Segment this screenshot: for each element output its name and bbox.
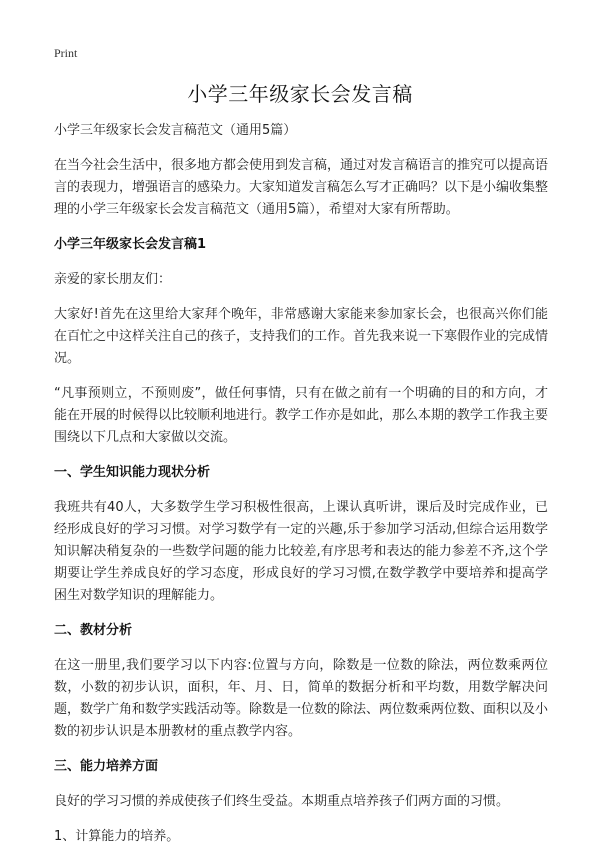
paragraph-5: 良好的学习习惯的养成使孩子们终生受益。本期重点培养孩子们两方面的习惯。 [54,794,510,809]
greeting: 亲爱的家长朋友们： [54,272,172,287]
heading-student-analysis: 一、学生知识能力现状分析 [54,465,211,480]
paragraph-2: “凡事预则立，不预则废”，做任何事情，只有在做之前有一个明确的目的和方向，才能在开展的时候得以比较顺利地进行。教学工作亦是如此，那么本期的教学工作我主要围绕以下几点和大家做以交流。 [54,386,549,445]
paragraph-4: 在这一册里,我们要学习以下内容:位置与方向，除数是一位数的除法，两位数乘两位数，小数的初步认识，面积，年、月、日，简单的数据分析和平均数，用数学解决问题，数学广角和数学实践活动等。除数是一位数的除法、两位数乘两位数、面积以及小数的初步认识是本册教材的重点教学内容。 [54,658,549,739]
document-body [54,120,548,861]
heading-textbook-analysis: 二、教材分析 [54,623,133,638]
section-heading-1: 小学三年级家长会发言稿1 [54,237,207,252]
page-title: 小学三年级家长会发言稿 [187,82,413,106]
intro-paragraph: 在当今社会生活中，很多地方都会使用到发言稿，通过对发言稿语言的推究可以提高语言的表现力，增强语言的感染力。大家知道发言稿怎么写才正确吗？以下是小编收集整理的小学三年级家长会发言稿范文（通用5篇），希望对大家有所帮助。 [54,158,549,217]
paragraph-6: 1、计算能力的培养。 [54,829,180,844]
print-link[interactable]: Print [54,46,78,60]
heading-ability-training: 三、能力培养方面 [54,759,159,774]
subtitle: 小学三年级家长会发言稿范文（通用5篇） [54,123,297,138]
paragraph-1: 大家好!首先在这里给大家拜个晚年，非常感谢大家能来参加家长会，也很高兴你们能在百忙之中这样关注自己的孩子，支持我们的工作。首先我来说一下寒假作业的完成情况。 [54,307,549,366]
paragraph-3: 我班共有40人，大多数学生学习积极性很高，上课认真听讲，课后及时完成作业，已经形成良好的学习习惯。对学习数学有一定的兴趣,乐于参加学习活动,但综合运用数学知识解决稍复杂的一些数学问题的能力比较差,有序思考和表达的能力参差不齐,这个学期要让学生养成良好的学习态度，形成良好的学习习惯,在数学教学中要培养和提高学困生对数学知识的理解能力。 [54,500,548,603]
